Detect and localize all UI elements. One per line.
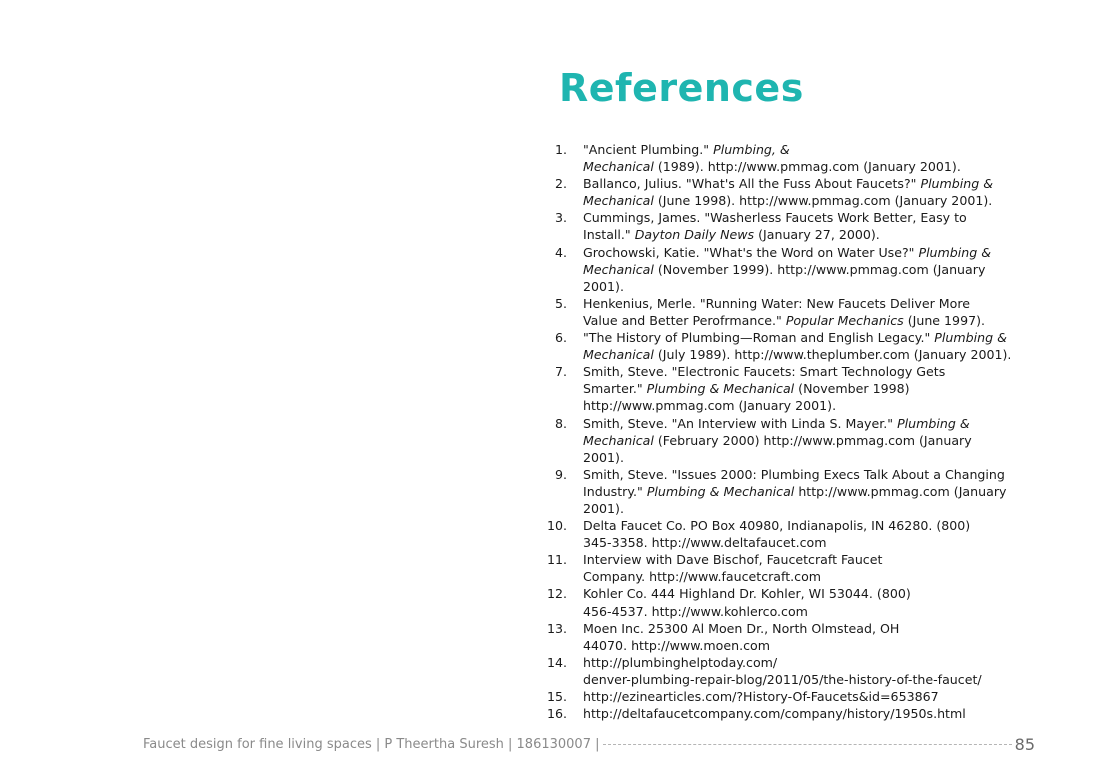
reference-item <box>543 585 1023 619</box>
reference-number: 14. <box>546 654 567 670</box>
reference-item <box>543 620 1023 654</box>
reference-text: "Ancient Plumbing." <box>583 142 714 157</box>
reference-text: http://deltafaucetcompany.com/company/history/1950s.html <box>583 706 966 722</box>
reference-item <box>543 688 1023 705</box>
reference-text: (June 1998). http://www.pmmag.com (January 2001). <box>653 193 993 209</box>
reference-text: (July 1989). http://www.theplumber.com (January 2001). <box>653 347 1012 363</box>
reference-text: Grochowski, Katie. "What's the Word on Water Use?" <box>583 244 919 260</box>
reference-text: Smith, Steve. "Electronic Faucets: Smart Technology Gets <box>583 364 946 380</box>
reference-text: Company. http://www.faucetcraft.com <box>583 569 822 585</box>
reference-number: 16. <box>546 706 567 722</box>
reference-item <box>543 141 1023 175</box>
reference-item <box>543 466 1023 517</box>
reference-number: 11. <box>546 552 567 568</box>
reference-text: (1989). http://www.pmmag.com (January 2001). <box>653 159 961 175</box>
reference-number: 5. <box>554 295 567 311</box>
reference-item <box>543 175 1023 209</box>
reference-text: Moen Inc. 25300 Al Moen Dr., North Olmstead, OH <box>583 620 900 636</box>
reference-item <box>543 209 1023 243</box>
reference-text: Value and Better Perofrmance." <box>583 312 786 328</box>
reference-text: Plumbing & <box>918 244 992 260</box>
reference-text: http://www.pmmag.com (January <box>794 483 1007 499</box>
reference-text: Mechanical <box>583 432 654 448</box>
reference-text: Plumbing, & <box>713 142 790 157</box>
reference-text: Plumbing & <box>934 330 1007 346</box>
reference-text: Popular Mechanics <box>785 312 904 328</box>
reference-text: Henkenius, Merle. "Running Water: New Faucets Deliver More <box>583 295 970 311</box>
reference-list <box>543 141 1023 722</box>
reference-text: 345-3358. http://www.deltafaucet.com <box>583 535 827 551</box>
reference-text: Dayton Daily News <box>634 227 755 243</box>
reference-text: Smarter." <box>583 381 647 397</box>
reference-item <box>543 244 1023 295</box>
reference-text: 2001). <box>583 449 624 465</box>
footer-divider <box>603 743 1011 745</box>
reference-number: 6. <box>554 330 567 346</box>
reference-number: 4. <box>554 244 567 260</box>
reference-text: (November 1999). http://www.pmmag.com (January <box>653 261 986 277</box>
reference-number: 8. <box>554 415 567 431</box>
reference-text: 2001). <box>583 500 624 516</box>
reference-text: (June 1997). <box>903 312 986 328</box>
reference-item <box>543 295 1023 329</box>
reference-number: 13. <box>546 620 567 636</box>
reference-number: 9. <box>554 466 567 482</box>
reference-item <box>543 551 1023 585</box>
reference-text: Cummings, James. "Washerless Faucets Work Better, Easy to <box>583 210 967 226</box>
page-title: References <box>559 66 804 110</box>
reference-item <box>543 363 1023 414</box>
reference-text: Mechanical <box>583 159 654 175</box>
reference-number: 7. <box>554 364 567 380</box>
reference-text: denver-plumbing-repair-blog/2011/05/the-history-of-the-faucet/ <box>583 671 982 687</box>
reference-number: 3. <box>554 210 567 226</box>
reference-text: http://plumbinghelptoday.com/ <box>583 654 778 670</box>
reference-text: Plumbing & Mechanical <box>646 381 795 397</box>
reference-item <box>543 329 1023 363</box>
reference-text: Smith, Steve. "Issues 2000: Plumbing Execs Talk About a Changing <box>583 466 1005 482</box>
reference-text: (January 27, 2000). <box>754 227 880 243</box>
reference-text: Kohler Co. 444 Highland Dr. Kohler, WI 53044. (800) <box>583 586 911 602</box>
reference-text: 44070. http://www.moen.com <box>583 637 770 653</box>
reference-text: Install." <box>583 227 635 243</box>
reference-number: 15. <box>546 689 567 704</box>
reference-text: Smith, Steve. "An Interview with Linda S. Mayer." <box>583 415 898 431</box>
reference-text: http://www.pmmag.com (January 2001). <box>583 398 837 414</box>
reference-text: (February 2000) http://www.pmmag.com (January <box>653 432 972 448</box>
reference-item <box>543 415 1023 466</box>
reference-number: 12. <box>546 586 567 602</box>
reference-number: 10. <box>546 518 567 534</box>
reference-text: Plumbing & Mechanical <box>646 483 795 499</box>
reference-text: (November 1998) <box>794 381 910 397</box>
page-footer <box>143 734 1035 754</box>
reference-text: Interview with Dave Bischof, Faucetcraft Faucet <box>583 552 883 568</box>
reference-text: Delta Faucet Co. PO Box 40980, Indianapolis, IN 46280. (800) <box>583 518 971 534</box>
reference-text: Mechanical <box>583 261 654 277</box>
reference-item <box>543 517 1023 551</box>
reference-text: Ballanco, Julius. "What's All the Fuss About Faucets?" <box>583 176 921 192</box>
reference-text: 456-4537. http://www.kohlerco.com <box>583 603 808 619</box>
page-number: 85 <box>1014 734 1035 754</box>
reference-text: Industry." <box>583 483 647 499</box>
reference-item <box>543 654 1023 688</box>
reference-item <box>543 705 1023 722</box>
reference-number: 2. <box>554 176 567 192</box>
reference-number: 1. <box>554 142 567 157</box>
reference-text: Mechanical <box>583 193 654 209</box>
reference-text: "The History of Plumbing—Roman and English Legacy." <box>583 330 935 346</box>
reference-text: http://ezinearticles.com/?History-Of-Faucets&id=653867 <box>583 689 939 704</box>
reference-text: Mechanical <box>583 347 654 363</box>
reference-text: Plumbing & <box>920 176 994 192</box>
footer-text: Faucet design for fine living spaces | P Theertha Suresh | 186130007 | <box>143 736 600 752</box>
reference-text: Plumbing & <box>897 415 970 431</box>
reference-text: 2001). <box>583 278 624 294</box>
